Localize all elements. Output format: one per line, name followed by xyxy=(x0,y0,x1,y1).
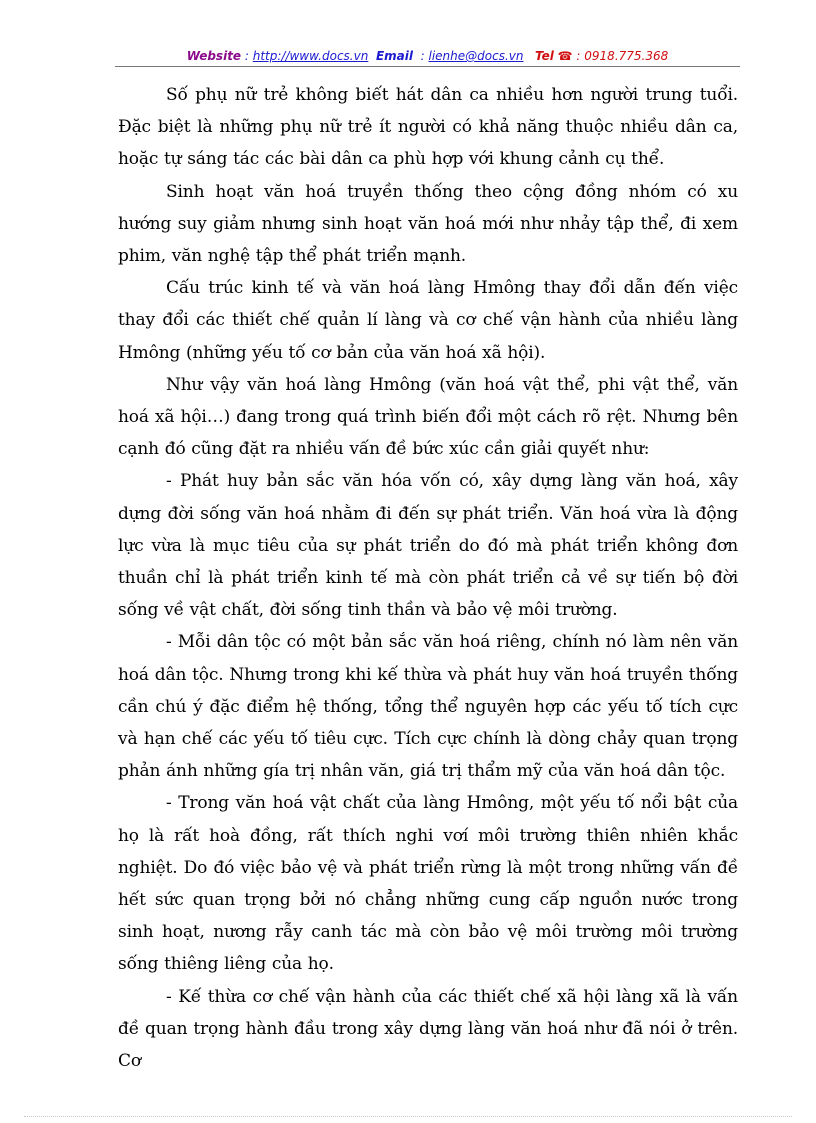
paragraph: Cấu trúc kinh tế và văn hoá làng Hmông thay đổi dẫn đến việc thay đổi các thiết chế quản lí làng và cơ chế vận hành của nhiều làng Hmông (những yếu tố cơ bản của văn hoá xã hội). xyxy=(118,278,738,363)
website-label: Website xyxy=(186,49,242,63)
footer-divider xyxy=(24,1116,792,1117)
paragraph: - Mỗi dân tộc có một bản sắc văn hoá riêng, chính nó làm nên văn hoá dân tộc. Nhưng trong khi kế thừa và phát huy văn hoá truyền thống cần chú ý đặc điểm hệ thống, tổng thể nguyên hợp các yếu tố tích cực và hạn chế các yếu tố tiêu cực. Tích cực chính là dòng chảy quan trọng phản ánh những gía trị nhân văn, giá trị thẩm mỹ của văn hoá dân tộc. xyxy=(118,632,738,782)
paragraph: - Trong văn hoá vật chất của làng Hmông, một yếu tố nổi bật của họ là rất hoà đồng, rất thích nghi vơí môi trường thiên nhiên khắc nghiệt. Do đó việc bảo vệ và phát triển rừng là một trong những vấn đề hết sức quan trọng bởi nó chẳng những cung cấp nguồn nước trong sinh hoạt, nương rẫy canh tác mà còn bảo vệ môi trường môi trường sống thiêng liêng của họ. xyxy=(118,793,738,975)
paragraph: - Phát huy bản sắc văn hóa vốn có, xây dựng làng văn hoá, xây dựng đời sống văn hoá nhằm đi đến sự phát triển. Văn hoá vừa là động lực vừa là mục tiêu của sự phát triển do đó mà phát triển không đơn thuần chỉ là phát triển kinh tế mà còn phát triển cả về sự tiến bộ đời sống về vật chất, đời sống tinh thần và bảo vệ môi trường. xyxy=(118,471,738,621)
phone-icon: ☎ xyxy=(557,49,573,63)
email-link[interactable]: lienhe@docs.vn xyxy=(428,49,524,63)
tel-label: Tel xyxy=(534,49,554,63)
email-label: Email xyxy=(375,49,413,63)
page-header: Website : http://www.docs.vn Email : lienhe@docs.vn Tel ☎ : 0918.775.368 xyxy=(186,49,669,63)
document-body xyxy=(118,79,738,1077)
paragraph: Sinh hoạt văn hoá truyền thống theo cộng đồng nhóm có xu hướng suy giảm nhưng sinh hoạt văn hoá mới như nhảy tập thể, đi xem phim, văn nghệ tập thể phát triển mạnh. xyxy=(118,181,738,267)
paragraph: - Kế thừa cơ chế vận hành của các thiết chế xã hội làng xã là vấn đề quan trọng hành đầu trong xây dựng làng văn hoá như đã nói ở trên. Cơ xyxy=(118,986,738,1072)
website-link[interactable]: http://www.docs.vn xyxy=(252,49,369,63)
header-divider xyxy=(115,66,740,67)
paragraph: Như vậy văn hoá làng Hmông (văn hoá vật thể, phi vật thể, văn hoá xã hội…) đang trong quá trình biến đổi một cách rõ rệt. Nhưng bên cạnh đó cũng đặt ra nhiều vấn đề bức xúc cần giải quyết như: xyxy=(118,374,738,460)
phone-number: 0918.775.368 xyxy=(584,49,669,63)
paragraph: Số phụ nữ trẻ không biết hát dân ca nhiều hơn người trung tuổi. Đặc biệt là những phụ nữ trẻ ít người có khả năng thuộc nhiều dân ca, hoặc tự sáng tác các bài dân ca phù hợp với khung cảnh cụ thể. xyxy=(118,85,738,170)
